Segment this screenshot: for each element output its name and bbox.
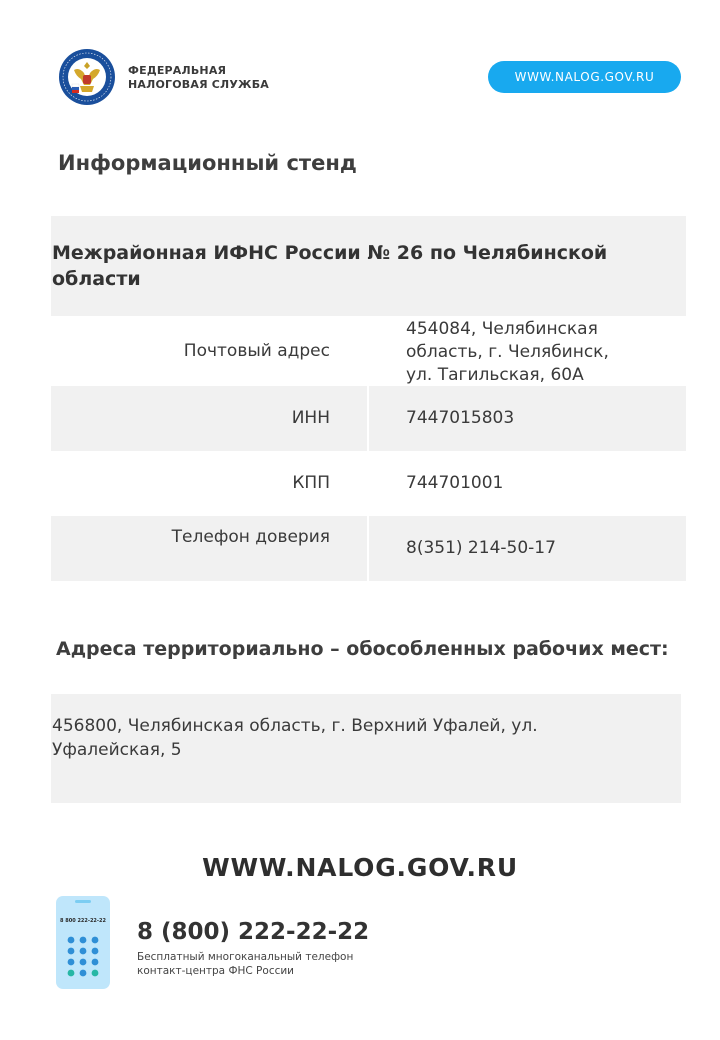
footer-site-link[interactable]: WWW.NALOG.GOV.RU — [202, 853, 518, 882]
phone-screen-text: 8 800 222-22-22 — [60, 918, 106, 924]
kpp-value: 744701001 — [406, 473, 504, 493]
inn-value: 7447015803 — [406, 408, 515, 428]
hotline-number[interactable]: 8 (800) 222-22-22 — [137, 919, 370, 945]
postal-address-label: Почтовый адрес — [183, 341, 330, 361]
kpp-label: КПП — [292, 473, 330, 493]
branch-address-line: 456800, Челябинская область, г. Верхний Уфалей, ул. — [52, 716, 538, 736]
inn-label: ИНН — [291, 408, 330, 428]
branch-addresses-title: Адреса территориально – обособленных рабочих мест: — [56, 638, 669, 660]
trust-phone-label: Телефон доверия — [171, 527, 330, 547]
org-name-line2: НАЛОГОВАЯ СЛУЖБА — [128, 78, 270, 91]
row-divider — [367, 516, 369, 581]
postal-address-line: ул. Тагильская, 60А — [406, 365, 584, 385]
org-title: Межрайонная ИФНС России № 26 по Челябинской области — [52, 242, 608, 290]
hotline-description-line: Бесплатный многоканальный телефон — [137, 951, 354, 963]
org-name-line1: ФЕДЕРАЛЬНАЯ — [128, 64, 227, 77]
phone-keypad-icon — [56, 896, 110, 989]
hotline-description — [137, 950, 397, 978]
page-title: Информационный стенд — [58, 151, 357, 175]
row-divider — [367, 386, 369, 451]
postal-address-line: 454084, Челябинская — [406, 319, 598, 339]
fns-logo — [58, 48, 116, 106]
branch-address-text — [52, 714, 612, 762]
trust-phone-value: 8(351) 214-50-17 — [406, 538, 556, 558]
hotline-description-line: контакт-центра ФНС России — [137, 965, 295, 977]
postal-address-value — [406, 318, 666, 387]
postal-address-line: область, г. Челябинск, — [406, 342, 609, 362]
branch-address-line: Уфалейская, 5 — [52, 740, 182, 760]
org-name — [128, 64, 269, 92]
site-link-button[interactable]: WWW.NALOG.GOV.RU — [488, 61, 681, 93]
